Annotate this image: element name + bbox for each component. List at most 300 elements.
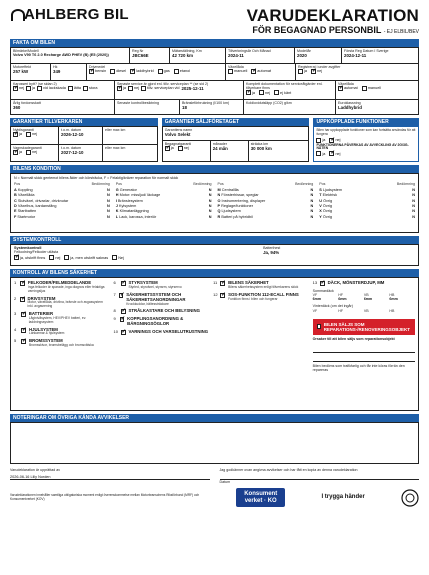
fuel-label: Drivmedel (89, 65, 106, 69)
item-pos: R (217, 214, 221, 219)
checkbox[interactable] (220, 293, 225, 298)
item-rating: N (310, 198, 314, 203)
fuel-option[interactable] (89, 69, 106, 74)
item-label: Övrig (322, 203, 332, 208)
vaxel2-option[interactable] (338, 86, 358, 91)
vagn-yes[interactable] (13, 150, 22, 155)
checkbox[interactable] (21, 328, 26, 333)
item-title: DRIVSYSTEM (27, 295, 56, 301)
item-rating: N (107, 209, 110, 214)
item-desc: Funktion finns i bilen och fungerar (228, 296, 278, 301)
item-label: Övrig (322, 214, 332, 219)
q2-no[interactable] (329, 151, 340, 156)
tire-value: 6mm (389, 297, 398, 302)
checkbox[interactable] (158, 69, 163, 74)
gear-option[interactable] (251, 69, 271, 74)
option-label: ja, utskrift finns (20, 255, 46, 260)
footer-disclaimer: Varudeklarationen innehåller samtliga obligatoriska moment enligt överenskommelse mellan Motorbranschens Riksförbund (MRF) och Konsumentverket (KOV) (10, 493, 200, 501)
checkbox[interactable] (83, 86, 88, 91)
nybil-km-cell (103, 127, 157, 145)
service-options (117, 86, 241, 91)
checkbox[interactable] (165, 146, 170, 151)
option-label: nej (55, 255, 61, 260)
km-cell (249, 141, 309, 162)
item-pos: B (14, 193, 17, 198)
service-option[interactable] (141, 86, 179, 91)
checkbox[interactable] (311, 69, 316, 74)
checkbox[interactable] (228, 69, 233, 74)
checkbox[interactable] (13, 132, 18, 137)
repair-question: Orsaker till att bilen säljs som reparationsobjekt (312, 336, 395, 341)
rec-option[interactable] (298, 69, 307, 74)
item-label: Kylsystem (118, 203, 137, 208)
section-syscheck: SYSTEMKONTROLL (10, 236, 419, 244)
hp-value: 349 (53, 69, 61, 75)
condition-col (218, 182, 314, 219)
beg-no[interactable] (178, 146, 189, 151)
checkbox[interactable] (316, 138, 321, 143)
nybil-label: Nybilsgaranti (13, 128, 34, 132)
checkbox[interactable] (178, 146, 183, 151)
warranty-row (10, 118, 419, 162)
model-value: Volvo V90 T6 2.0 Recharge AWD PHEV (B) (E5 (2020)) (13, 53, 109, 58)
item-label: Växelhus, kardanstång (17, 203, 57, 208)
condition-col (14, 182, 110, 219)
checkbox[interactable] (298, 69, 303, 74)
months-cell (211, 141, 249, 162)
section-condition: BILENS KONDITION (10, 165, 419, 173)
item-pos: L (115, 214, 119, 219)
item-title: SOS-FUNKTION 112-ECALL FINNS (228, 291, 299, 297)
safety-col (313, 281, 415, 372)
date-label: Datum (219, 480, 231, 485)
manufacture-cell (226, 48, 295, 64)
checkbox[interactable] (259, 90, 264, 95)
item-rating: N (412, 193, 415, 198)
safety-item (114, 293, 210, 307)
engine-label: Motoreffekt (13, 65, 31, 69)
item-number: 2 (14, 295, 17, 301)
checkbox[interactable] (220, 281, 225, 286)
checkbox[interactable] (174, 69, 179, 74)
option-label: ja (19, 150, 22, 155)
item-rating: N (107, 214, 110, 219)
safety-col (114, 281, 210, 372)
condition-col (319, 182, 415, 219)
modelyear-value: 2020 (297, 53, 307, 59)
karosseri-option[interactable] (68, 86, 81, 91)
checkbox[interactable] (37, 86, 42, 91)
condition-item (218, 214, 314, 219)
checkbox[interactable] (21, 312, 26, 317)
checkbox[interactable] (130, 69, 135, 74)
checkbox[interactable] (117, 86, 122, 91)
tire-head: HB (389, 308, 395, 313)
seller-name-value: Volvo Selekt (164, 132, 191, 138)
item-pos: Y (319, 214, 322, 219)
checkbox[interactable] (21, 339, 26, 344)
mileage-cell (170, 48, 226, 64)
fuel-option[interactable] (110, 69, 126, 74)
option-label: ja, men utskrift saknas (70, 255, 109, 260)
checkbox[interactable] (89, 69, 94, 74)
item-label: Motor: missljud/ läckage (119, 193, 161, 198)
checkbox[interactable] (26, 86, 31, 91)
fuelcons-cell (180, 100, 244, 114)
safety-item (114, 281, 210, 290)
first-reg-cell (342, 48, 418, 64)
doc-option[interactable] (274, 90, 291, 95)
checkbox[interactable] (20, 297, 24, 302)
item-pos: F (14, 214, 17, 219)
fel-opt-4[interactable] (112, 255, 124, 260)
document-subtitle-main: FÖR BEGAGNAD PERSONBIL (252, 25, 382, 35)
safety-item (14, 328, 110, 337)
reg-label: Reg Nr (132, 49, 144, 53)
q1-yes[interactable] (316, 138, 325, 143)
connected-q2: FUNKTIONERNA PÅVERKAS AV AVVECKLING AV 2G/3G-NÄTEN (316, 142, 409, 151)
checkbox[interactable] (246, 90, 251, 95)
prepared-by-label: Varudeklaration är upprättad av (10, 468, 61, 472)
item-label: Övrig (322, 209, 332, 214)
safety-item (114, 330, 210, 335)
item-title: FELKODER/FELMEDDELANDE (27, 280, 92, 285)
hp-cell (51, 64, 87, 81)
checkbox[interactable] (329, 151, 334, 156)
option-label: nej (31, 150, 38, 155)
safety-item (114, 309, 210, 314)
item-label: Klimatanläggning (119, 209, 149, 214)
logo-arch-icon (10, 7, 23, 20)
item-rating: N (310, 214, 314, 219)
karosseri-option[interactable] (13, 86, 24, 91)
item-title: BROMSSYSTEM (29, 338, 63, 344)
vagn-label: Vagnskadegaranti (13, 146, 42, 150)
checkbox[interactable] (26, 132, 31, 137)
item-rating: N (208, 214, 212, 219)
item-pos: H (115, 193, 119, 198)
checkbox[interactable] (320, 281, 325, 286)
item-number: 11 (213, 280, 218, 285)
item-title: KOPPLINGSANORDNING & BÄRGNINGSÖGLOR (127, 316, 184, 327)
item-label: Startmotor (17, 214, 36, 219)
safety-col (14, 281, 110, 372)
item-rating: N (412, 198, 415, 203)
co2-cell (244, 100, 336, 114)
option-label: nej (183, 146, 189, 151)
winter-label: Vinterdäck (om det ingår) (312, 304, 353, 309)
checkbox[interactable] (338, 86, 343, 91)
item-title: HJULSYSTEM (29, 326, 58, 332)
vaxel2-option[interactable] (362, 86, 381, 91)
repair-banner (313, 319, 415, 335)
service-date: 2025-12-11 (181, 86, 204, 92)
item-label: Växellåda (17, 193, 35, 198)
slogan: I trygga händer (321, 494, 365, 501)
item-pos: U (319, 198, 322, 203)
repair-line[interactable] (313, 344, 415, 353)
vagn-date-label: t.o.m. datum (61, 146, 81, 150)
rec-label: Registrerat i under avgifter (298, 65, 341, 69)
repair-line[interactable] (313, 353, 415, 362)
item-label: Bränslesystem (117, 198, 143, 203)
safety-grid (11, 278, 418, 375)
item-rating: N (107, 203, 110, 208)
engine-cell (11, 64, 51, 81)
doc-option[interactable] (259, 90, 270, 95)
option-label: ej känt (280, 90, 292, 95)
safety-col (213, 281, 309, 372)
item-pos: M (217, 187, 221, 192)
checkbox[interactable] (316, 151, 321, 156)
item-rating: N (310, 209, 314, 214)
item-desc: Bilens säkerhetssystem enligt tillverkarens skick (228, 284, 299, 289)
checkbox[interactable] (119, 293, 123, 298)
tax-value: 360 (13, 105, 21, 111)
engine-value: 257 kW (13, 69, 29, 75)
fel-label: Felkodning/Felkoder utlästa (14, 250, 59, 255)
option-label: ja (322, 151, 326, 156)
safety-item (213, 281, 309, 290)
item-number: 3 (14, 311, 17, 316)
item-desc: Styrled, styrväxel, styrarm, styrservo (128, 284, 182, 289)
item-desc: Motor, växellåda, drivlina, bränsle och avgassystem inkl. avgasrening (27, 300, 103, 309)
euro-label: Euroklassning (338, 101, 361, 105)
item-pos: K (115, 209, 119, 214)
checkbox[interactable] (64, 255, 69, 260)
option-label: ja (170, 146, 174, 151)
kv-line-2: verket · KO (244, 497, 277, 504)
item-title: STYRSYSTEM (128, 280, 158, 285)
item-label: Ljudsystem (221, 209, 241, 214)
karosseri-option[interactable] (37, 86, 66, 91)
tires-winter (313, 309, 415, 313)
safety-item (14, 281, 110, 294)
konsumentverket-logo (236, 488, 285, 507)
fel-opt-3[interactable] (64, 255, 108, 260)
item-pos: X (319, 209, 322, 214)
option-label: ja (123, 86, 126, 91)
warranty-seller (162, 118, 310, 162)
item-rating: N (412, 209, 415, 214)
item-pos: G (115, 187, 119, 192)
doc-options (246, 90, 333, 95)
section-warranty-manufacturer: GARANTIER TILLVERKAREN (10, 118, 158, 126)
item-label: Slutväxel, drivaxlar, drivknutar (17, 198, 69, 203)
item-label: Lack, karossa, interiör (119, 214, 157, 219)
checkbox[interactable] (26, 150, 31, 155)
nybil-cell (11, 127, 59, 145)
item-pos: P (217, 203, 221, 208)
service-option[interactable] (128, 86, 139, 91)
checkbox[interactable] (128, 86, 133, 91)
checkbox[interactable] (13, 150, 18, 155)
q1-no[interactable] (329, 138, 340, 143)
option-label: automat (257, 69, 272, 74)
item-desc: Krockkuddar, bältessträckare (126, 301, 169, 306)
checkbox[interactable] (317, 324, 321, 329)
checkbox[interactable] (251, 69, 256, 74)
brand-logo-text: AHLBERG BIL (24, 6, 129, 23)
item-title: SÄKERHETSSYSTEM OCH SÄKERHETSANORDNINGAR (126, 291, 186, 302)
checkbox[interactable] (13, 86, 18, 91)
rec-options (298, 69, 416, 74)
checkbox[interactable] (20, 281, 25, 286)
item-rating: N (208, 193, 212, 198)
tire-value: 6mm (363, 297, 373, 302)
vaxel2-options (338, 86, 416, 91)
nybil-yes[interactable] (13, 132, 22, 137)
item-desc: Bromsskivor, bromsbelägg och bromsvätska (29, 343, 94, 348)
hp-label: Hk (53, 65, 58, 69)
km-label: sträcka km (250, 142, 269, 146)
vagn-date-value: 2027-12-10 (61, 150, 84, 156)
option-label: Nej (118, 255, 124, 260)
manufacture-value: 2024-11 (228, 53, 244, 59)
item-label: Ljudsystem (322, 187, 343, 192)
item-label: Startbatten (17, 209, 37, 214)
months-value: 24 mån (212, 146, 228, 152)
section-notes: NOTERINGAR OM ÖVRIGA KÄNDA AVVIKELSER (10, 414, 419, 422)
connected-box (313, 126, 419, 162)
seller-name-cell (163, 127, 309, 141)
item-rating: N (208, 198, 212, 203)
fuelcons-value: 18 (182, 105, 187, 111)
tire-head: HB (389, 293, 395, 298)
checkbox[interactable] (14, 255, 19, 260)
item-label: Fönsterhissar, speglar (221, 193, 259, 198)
checkbox[interactable] (49, 255, 54, 260)
item-pos: N (217, 193, 221, 198)
checkbox[interactable] (274, 90, 279, 95)
checkbox[interactable] (362, 86, 367, 91)
signature-right (220, 468, 420, 484)
checkbox[interactable] (329, 138, 334, 143)
nybil-date-value: 2026-12-10 (61, 132, 84, 138)
checkbox[interactable] (68, 86, 73, 91)
tire-value: 6mm (338, 297, 347, 302)
option-label: ja (32, 86, 36, 91)
fel-opt-1[interactable] (14, 255, 45, 260)
karosseri-option[interactable] (83, 86, 97, 91)
condition-item (116, 214, 212, 219)
item-rating: N (412, 187, 415, 192)
option-label: nej (19, 86, 25, 91)
footer (10, 488, 419, 507)
buyer-line[interactable] (220, 472, 420, 480)
checkbox[interactable] (121, 330, 126, 335)
option-label: stora (89, 86, 98, 91)
item-title: BATTERIER (28, 311, 54, 316)
syscheck-box (10, 244, 419, 266)
tax-label: Årlig fordonsskatt (13, 101, 41, 105)
tire-head: HF (338, 308, 344, 313)
item-label: Koppling (17, 187, 33, 192)
tax-cell (11, 100, 115, 114)
item-number: 9 (113, 316, 116, 322)
tire-head: VB (363, 293, 369, 298)
beg-yes[interactable] (165, 146, 174, 151)
condition-item (14, 214, 110, 219)
doc-cell (244, 81, 336, 100)
checkbox[interactable] (141, 86, 146, 91)
item-pos: D (14, 203, 17, 208)
fuel-option[interactable] (130, 69, 154, 74)
item-pos: I (115, 198, 117, 203)
rec-option[interactable] (311, 69, 322, 74)
inspection-label: Senaste kontrollbesiktning (117, 101, 159, 105)
inspection-cell (115, 100, 180, 114)
vagn-no[interactable] (26, 150, 37, 155)
item-number: 4 (14, 326, 17, 332)
item-title: VARNINGS OCH VARSELUTRUSTNING (128, 329, 209, 335)
euro-cell (336, 100, 418, 114)
item-pos: S (319, 187, 322, 192)
karosseri-option[interactable] (26, 86, 35, 91)
item-pos: J (115, 203, 118, 208)
tires-summer (313, 293, 415, 301)
tire-head: VF (312, 293, 318, 298)
doc-option[interactable] (246, 90, 255, 95)
notes-box[interactable] (10, 422, 419, 464)
checkbox[interactable] (112, 255, 117, 260)
section-connected: UPPKÖPPLADE FUNKTIONER (313, 118, 419, 126)
signature-left (10, 468, 210, 484)
option-label: tillv. serviceplan vid (147, 86, 180, 91)
document-subtitle-small: - EJ ELBIL/BEV (383, 29, 419, 35)
safety-item (313, 281, 415, 286)
km-value: 30 000 km (250, 146, 272, 152)
item-rating: N (107, 187, 110, 192)
item-pos: V (319, 203, 322, 208)
item-pos: A (14, 187, 17, 192)
fuel-cell (87, 64, 226, 81)
option-label: bensin (95, 69, 107, 74)
q2-yes[interactable] (316, 151, 325, 156)
checkbox[interactable] (121, 309, 126, 314)
checkbox[interactable] (121, 281, 126, 286)
item-title: DÄCK, MÖNSTERDJUP, MM (327, 280, 385, 285)
mileage-value: 42 720 km (172, 53, 193, 59)
fuel-option[interactable] (158, 69, 170, 74)
item-rating: N (310, 187, 314, 192)
bed-header: Bedömning (396, 182, 415, 187)
manufacture-label: Tillverkningsår Och Månad (228, 49, 271, 53)
nybil-no[interactable] (26, 132, 37, 137)
fel-opt-2[interactable] (49, 255, 60, 260)
tire-head: VB (363, 308, 369, 313)
doc-label: Komplett dokumentation för serviceåtgärder enl. tillverkare finns (246, 82, 323, 91)
checkbox[interactable] (110, 69, 115, 74)
vagn-km-cell (103, 145, 157, 162)
item-title: BILENS SÄKERHET (228, 280, 269, 285)
karosseri-options (13, 86, 112, 91)
item-pos: O (217, 198, 221, 203)
checkbox[interactable] (120, 317, 124, 322)
option-label: nej (31, 132, 38, 137)
section-warranty-seller: GARANTIER SÄLJFÖRETAGET (162, 118, 310, 126)
rec-cell (296, 64, 418, 81)
safety-item (14, 339, 110, 348)
gear-option[interactable] (228, 69, 247, 74)
prepared-line (10, 479, 210, 480)
connected-q1: Bilen har uppkopplade funktioner som kan fortsätta användas för att fungera (316, 128, 416, 136)
fuel-option[interactable] (174, 69, 190, 74)
option-label: manuell (367, 86, 382, 91)
service-option[interactable] (117, 86, 126, 91)
option-label: lätta (73, 86, 82, 91)
battery-value: Ja, 94% (263, 250, 280, 256)
